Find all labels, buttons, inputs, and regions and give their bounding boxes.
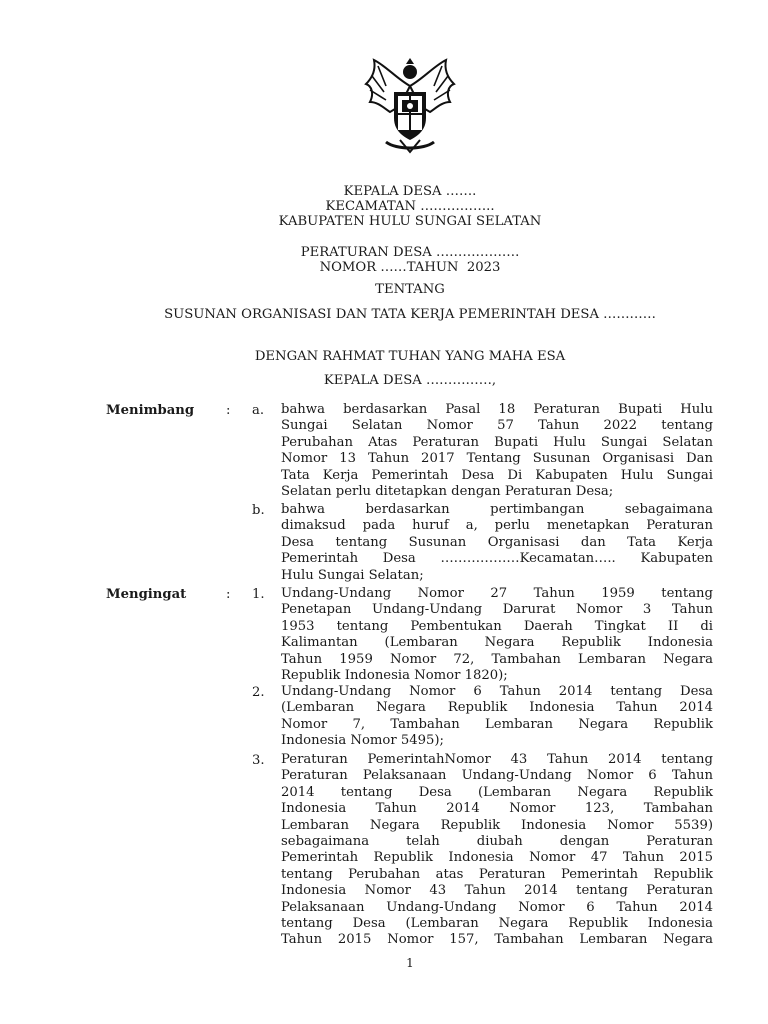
menimbang-item-b — [281, 502, 713, 584]
header-kepala-desa: KEPALA DESA ……. — [343, 184, 477, 199]
text-line: Indonesia Tahun 2014 Nomor 123, Tambahan — [281, 801, 713, 817]
text-line: dimaksud pada huruf a, perlu menetapkan Peraturan — [281, 518, 713, 534]
text-line: Tahun 1959 Nomor 72, Tambahan Lembaran Negara — [281, 651, 713, 667]
menimbang-item-b-marker: b. — [252, 503, 265, 518]
mengingat-item-1-marker: 1. — [252, 587, 265, 602]
text-line: Penetapan Undang-Undang Darurat Nomor 3 Tahun — [281, 602, 713, 618]
text-line: Perubahan Atas Peraturan Bupati Hulu Sungai Selatan — [281, 434, 713, 450]
text-line: Undang-Undang Nomor 27 Tahun 1959 tentang — [281, 586, 713, 601]
text-line: Indonesia Nomor 43 Tahun 2014 tentang Peraturan — [281, 883, 713, 899]
page-number: 1 — [406, 956, 414, 970]
header-peraturan-desa: PERATURAN DESA ………………. — [300, 245, 520, 260]
menimbang-item-a-marker: a. — [252, 403, 265, 418]
text-line: Peraturan Pelaksanaan Undang-Undang Nomor 6 Tahun — [281, 768, 713, 784]
text-line: Pelaksanaan Undang-Undang Nomor 6 Tahun 2014 — [281, 899, 713, 915]
mengingat-item-3 — [281, 752, 713, 949]
text-line: sebagaimana telah diubah dengan Peraturan — [281, 834, 713, 850]
text-line: Pemerintah Desa ………………Kecamatan….. Kabupaten — [281, 551, 713, 567]
text-line: bahwa berdasarkan Pasal 18 Peraturan Bupati Hulu — [281, 402, 713, 417]
header-nomor-tahun: NOMOR ……TAHUN 2023 — [319, 260, 501, 275]
mengingat-label: Mengingat — [106, 587, 187, 602]
header-rahmat: DENGAN RAHMAT TUHAN YANG MAHA ESA — [254, 349, 566, 364]
text-line: tentang Perubahan atas Peraturan Pemerintah Republik — [281, 866, 713, 882]
text-line: Desa tentang Susunan Organisasi dan Tata Kerja — [281, 534, 713, 550]
text-line: Kalimantan (Lembaran Negara Republik Indonesia — [281, 635, 713, 651]
mengingat-colon: : — [226, 587, 231, 602]
header-kepala-desa-sign: KEPALA DESA ……………, — [323, 373, 497, 388]
text-line: Tata Kerja Pemerintah Desa Di Kabupaten Hulu Sungai — [281, 467, 713, 483]
mengingat-item-1 — [281, 586, 713, 684]
text-line: 2014 tentang Desa (Lembaran Negara Republik — [281, 784, 713, 800]
text-line: bahwa berdasarkan pertimbangan sebagaimana — [281, 502, 713, 517]
menimbang-colon: : — [226, 403, 231, 418]
text-line: Peraturan PemerintahNomor 43 Tahun 2014 tentang — [281, 752, 713, 767]
text-line: Pemerintah Republik Indonesia Nomor 47 Tahun 2015 — [281, 850, 713, 866]
text-line: Undang-Undang Nomor 6 Tahun 2014 tentang Desa — [281, 684, 713, 699]
header-kecamatan: KECAMATAN …………….. — [325, 199, 495, 214]
text-line: Nomor 13 Tahun 2017 Tentang Susunan Organisasi Dan — [281, 451, 713, 467]
text-line: 1953 tentang Pembentukan Daerah Tingkat II di — [281, 618, 713, 634]
menimbang-item-a — [281, 402, 713, 500]
mengingat-item-2-marker: 2. — [252, 685, 265, 700]
text-line: (Lembaran Negara Republik Indonesia Tahun 2014 — [281, 700, 713, 716]
garuda-emblem-icon — [356, 56, 464, 158]
menimbang-label: Menimbang — [106, 403, 195, 418]
header-subject: SUSUNAN ORGANISASI DAN TATA KERJA PEMERINTAH DESA ………… — [164, 307, 656, 322]
mengingat-item-2 — [281, 684, 713, 750]
text-line: Lembaran Negara Republik Indonesia Nomor 5539) — [281, 817, 713, 833]
text-line: Hulu Sungai Selatan; — [281, 567, 424, 583]
text-line: Nomor 7, Tambahan Lembaran Negara Republik — [281, 716, 713, 732]
text-line: Tahun 2015 Nomor 157, Tambahan Lembaran Negara — [281, 932, 713, 948]
header-kabupaten: KABUPATEN HULU SUNGAI SELATAN — [278, 214, 542, 229]
text-line: Selatan perlu ditetapkan dengan Peraturan Desa; — [281, 484, 614, 500]
text-line: Republik Indonesia Nomor 1820); — [281, 668, 508, 684]
mengingat-item-3-marker: 3. — [252, 753, 265, 768]
header-tentang: TENTANG — [375, 282, 445, 297]
text-line: Indonesia Nomor 5495); — [281, 733, 444, 749]
text-line: tentang Desa (Lembaran Negara Republik Indonesia — [281, 916, 713, 932]
text-line: Sungai Selatan Nomor 57 Tahun 2022 tentang — [281, 418, 713, 434]
